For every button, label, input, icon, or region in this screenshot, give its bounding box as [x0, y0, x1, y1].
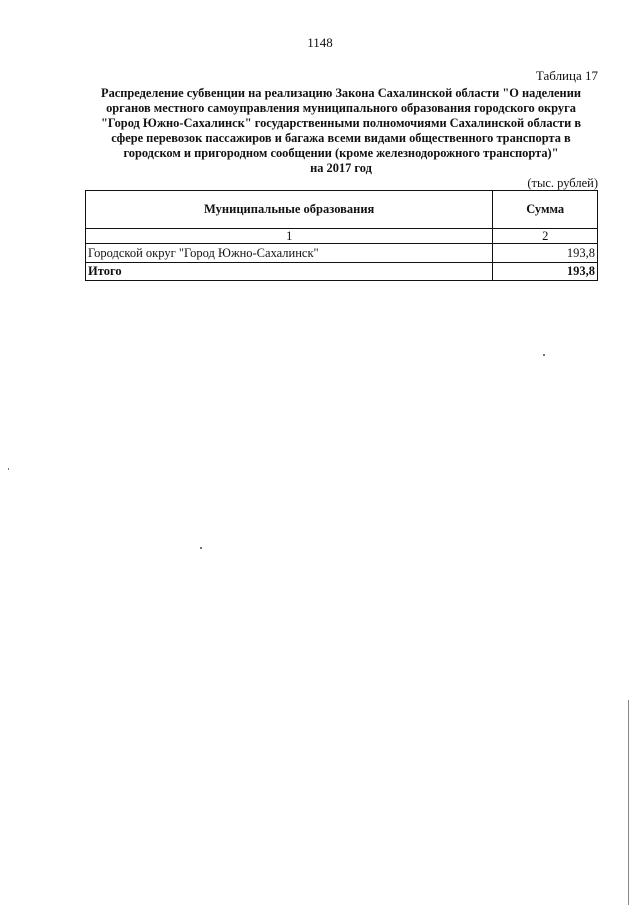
document-title: [78, 86, 604, 176]
scan-speck: [543, 354, 545, 356]
page-number: 1148: [307, 35, 333, 50]
total-sum: 193,8: [493, 263, 598, 281]
column-number: 2: [493, 229, 598, 244]
municipality-sum: 193,8: [493, 244, 598, 263]
subvention-table: [85, 190, 598, 281]
header-sum: Сумма: [493, 191, 598, 229]
scan-edge-line: [628, 700, 629, 905]
title-line: городском и пригородном сообщении (кроме железнодорожного транспорта)": [123, 146, 559, 160]
title-line: Распределение субвенции на реализацию Закона Сахалинской области "О наделении: [101, 86, 581, 100]
title-line: органов местного самоуправления муниципального образования городского округа: [106, 101, 576, 115]
column-number: 1: [86, 229, 493, 244]
total-label: Итого: [86, 263, 493, 281]
units-label: (тыс. рублей): [527, 176, 598, 190]
title-line: сфере перевозок пассажиров и багажа всеми видами общественного транспорта в: [111, 131, 571, 145]
title-line: на 2017 год: [310, 161, 372, 175]
table-header-row: [86, 191, 598, 229]
total-row: [86, 263, 598, 281]
header-municipalities: Муниципальные образования: [86, 191, 493, 229]
table-row: [86, 244, 598, 263]
scan-speck: [8, 468, 9, 470]
municipality-name: Городской округ "Город Южно-Сахалинск": [86, 244, 493, 263]
scan-speck: [200, 547, 202, 549]
column-number-row: [86, 229, 598, 244]
table-label: Таблица 17: [535, 68, 598, 83]
title-line: "Город Южно-Сахалинск" государственными полномочиями Сахалинской области в: [100, 116, 582, 130]
